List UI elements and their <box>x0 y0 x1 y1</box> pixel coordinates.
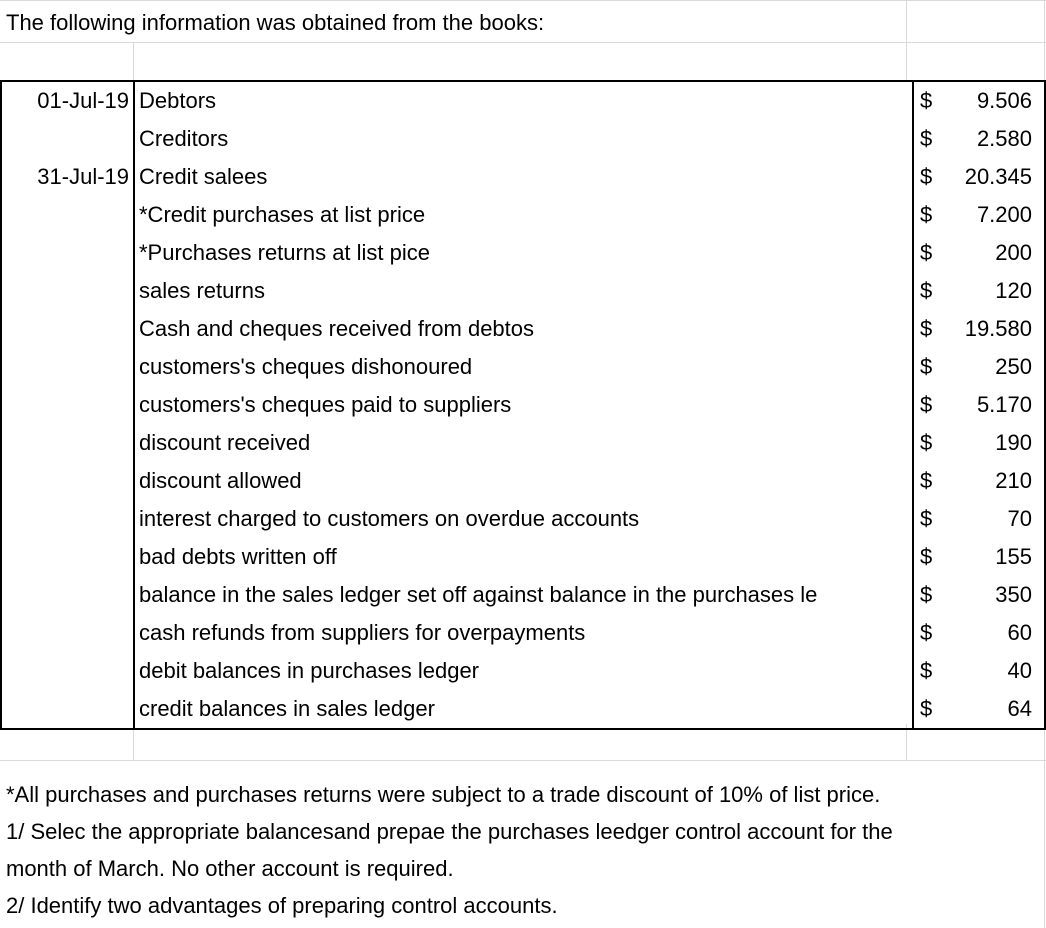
row-date[interactable] <box>1 348 134 386</box>
row-currency[interactable]: $ <box>920 582 933 607</box>
table-row <box>1 120 1045 158</box>
row-description[interactable]: discount allowed <box>134 462 913 500</box>
gridline <box>0 42 1046 43</box>
row-description[interactable]: Debtors <box>134 81 913 120</box>
row-amount[interactable]: 5.170 <box>976 392 1032 417</box>
row-currency[interactable]: $ <box>920 88 933 113</box>
row-currency[interactable]: $ <box>920 620 933 645</box>
row-description[interactable]: *Credit purchases at list price <box>134 196 913 234</box>
row-date[interactable] <box>1 462 134 500</box>
row-currency[interactable]: $ <box>920 544 933 569</box>
row-date[interactable] <box>1 500 134 538</box>
row-amount[interactable]: 190 <box>995 430 1032 455</box>
row-description[interactable]: sales returns <box>134 272 913 310</box>
table-row <box>1 576 1045 614</box>
row-currency[interactable]: $ <box>920 430 933 455</box>
table-row <box>1 424 1045 462</box>
table-row <box>1 348 1045 386</box>
row-date[interactable] <box>1 386 134 424</box>
row-description[interactable]: discount received <box>134 424 913 462</box>
row-amount[interactable]: 70 <box>1007 506 1032 531</box>
row-currency[interactable]: $ <box>920 506 933 531</box>
row-currency[interactable]: $ <box>920 392 933 417</box>
row-amount[interactable]: 19.580 <box>964 316 1032 341</box>
row-date[interactable] <box>1 538 134 576</box>
row-date[interactable] <box>1 424 134 462</box>
row-amount[interactable]: 155 <box>995 544 1032 569</box>
row-description[interactable]: *Purchases returns at list pice <box>134 234 913 272</box>
row-amount[interactable]: 64 <box>1007 696 1032 721</box>
row-description[interactable]: Cash and cheques received from debtos <box>134 310 913 348</box>
row-date[interactable]: 31-Jul-19 <box>1 158 134 196</box>
row-date[interactable] <box>1 614 134 652</box>
row-description[interactable]: Creditors <box>134 120 913 158</box>
table-row <box>1 158 1045 196</box>
table-row <box>1 310 1045 348</box>
table-row <box>1 690 1045 729</box>
table-row <box>1 538 1045 576</box>
row-amount[interactable]: 60 <box>1007 620 1032 645</box>
table-row <box>1 462 1045 500</box>
ledger-table-body <box>1 81 1045 729</box>
note-question-1-cont: month of March. No other account is required. <box>6 856 454 881</box>
ledger-table <box>0 80 1046 730</box>
table-row <box>1 500 1045 538</box>
row-amount[interactable]: 7.200 <box>976 202 1032 227</box>
row-currency[interactable]: $ <box>920 240 933 265</box>
row-description[interactable]: debit balances in purchases ledger <box>134 652 913 690</box>
row-date[interactable] <box>1 690 134 729</box>
row-currency[interactable]: $ <box>920 468 933 493</box>
row-date[interactable] <box>1 234 134 272</box>
row-description[interactable]: customers's cheques dishonoured <box>134 348 913 386</box>
gridline <box>133 42 134 80</box>
sheet-title: The following information was obtained from the books: <box>6 10 545 35</box>
row-amount[interactable]: 120 <box>995 278 1032 303</box>
table-row <box>1 81 1045 120</box>
row-description[interactable]: Credit salees <box>134 158 913 196</box>
row-currency[interactable]: $ <box>920 696 933 721</box>
row-date[interactable] <box>1 120 134 158</box>
gridline <box>906 0 907 80</box>
gridline <box>0 760 1046 761</box>
row-description[interactable]: cash refunds from suppliers for overpayments <box>134 614 913 652</box>
table-row <box>1 614 1045 652</box>
row-date[interactable] <box>1 196 134 234</box>
note-question-1: 1/ Selec the appropriate balancesand prepae the purchases leedger control account for the <box>6 819 893 844</box>
row-date[interactable] <box>1 652 134 690</box>
row-amount[interactable]: 9.506 <box>976 88 1032 113</box>
row-currency[interactable]: $ <box>920 316 933 341</box>
table-row <box>1 272 1045 310</box>
table-row <box>1 652 1045 690</box>
row-description[interactable]: customers's cheques paid to suppliers <box>134 386 913 424</box>
row-amount[interactable]: 2.580 <box>976 126 1032 151</box>
row-currency[interactable]: $ <box>920 126 933 151</box>
row-amount[interactable]: 20.345 <box>964 164 1032 189</box>
note-trade-discount: *All purchases and purchases returns were subject to a trade discount of 10% of list price. <box>6 782 881 807</box>
table-row <box>1 234 1045 272</box>
table-row <box>1 196 1045 234</box>
row-date[interactable]: 01-Jul-19 <box>1 81 134 120</box>
row-date[interactable] <box>1 272 134 310</box>
row-date[interactable] <box>1 576 134 614</box>
row-description[interactable]: bad debts written off <box>134 538 913 576</box>
row-description[interactable]: credit balances in sales ledger <box>134 690 913 729</box>
gridline <box>0 0 1046 1</box>
row-currency[interactable]: $ <box>920 278 933 303</box>
table-row <box>1 386 1045 424</box>
row-amount[interactable]: 40 <box>1007 658 1032 683</box>
row-description[interactable]: balance in the sales ledger set off against balance in the purchases le <box>134 576 913 614</box>
row-amount[interactable]: 350 <box>995 582 1032 607</box>
row-amount[interactable]: 210 <box>995 468 1032 493</box>
row-currency[interactable]: $ <box>920 202 933 227</box>
row-currency[interactable]: $ <box>920 164 933 189</box>
note-question-2: 2/ Identify two advantages of preparing control accounts. <box>6 893 558 918</box>
row-amount[interactable]: 250 <box>995 354 1032 379</box>
row-amount[interactable]: 200 <box>995 240 1032 265</box>
row-currency[interactable]: $ <box>920 658 933 683</box>
row-currency[interactable]: $ <box>920 354 933 379</box>
row-description[interactable]: interest charged to customers on overdue accounts <box>134 500 913 538</box>
row-date[interactable] <box>1 310 134 348</box>
notes-block <box>6 776 1042 924</box>
